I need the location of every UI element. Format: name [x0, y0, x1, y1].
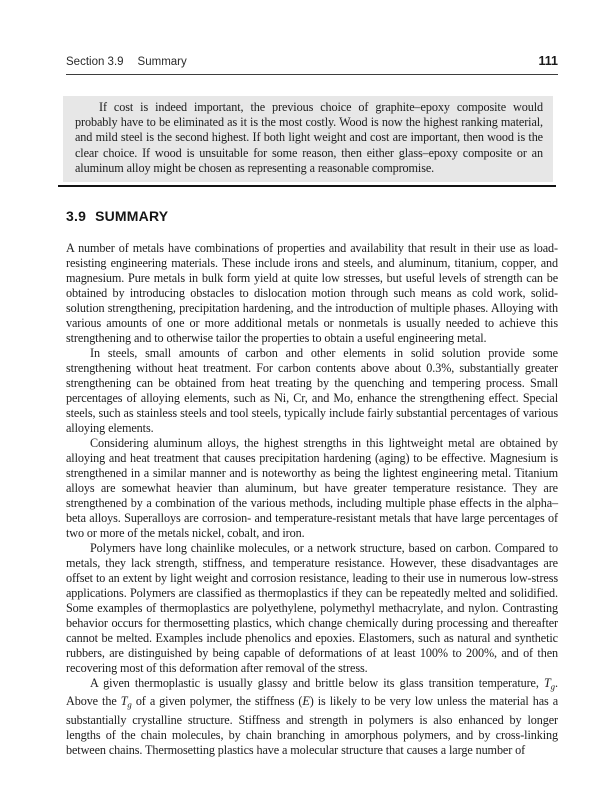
- italic-text: E: [302, 694, 310, 709]
- paragraph: [66, 241, 558, 346]
- section-heading: [66, 209, 558, 224]
- running-head: [66, 55, 558, 68]
- example-box: [63, 96, 553, 182]
- italic-text: T: [543, 676, 551, 691]
- document-page: [66, 0, 558, 758]
- paragraph: [66, 676, 558, 758]
- example-box-text: If cost is indeed important, the previous choice of graphite–epoxy composite would probably have to be eliminated as it is the most costly. Wood is now the highest ranking material, and mild steel is the second highest. If both light weight and cost are important, then wood is the clear choice. If wood is unsuitable for some reason, then either glass–epoxy composite or an aluminum alloy might be chosen as representing a reasonable compromise.: [75, 100, 543, 175]
- paragraph: [66, 346, 558, 436]
- text-segment: A number of metals have combinations of properties and availability that result in their use as load-resisting engineering materials. These include irons and steels, and aluminum, titanium, copper, and magnesium. Pure metals in bulk form yield at quite low stresses, but useful levels of strength can be obtained by introducing obstacles to dislocation motion through such means as cold work, solid-solution strengthening, precipitation hardening, and the introduction of multiple phases. Alloying with various amounts of one or more additional metals or nonmetals is usually needed to achieve this strengthening and to otherwise tailor the properties to obtain a useful engineering metal.: [66, 241, 558, 346]
- text-segment: Polymers have long chainlike molecules, or a network structure, based on carbon. Compared to metals, they lack strength, stiffness, and temperature resistance. However, these disadvantages are offset to an extent by light weight and corrosion resistance, leading to their use in numerous low-stress applications. Polymers are classified as thermoplastics if they can be repeatedly melted and solidified. Some examples of thermoplastics are polyethylene, polymethyl methacrylate, and nylon. Contrasting behavior occurs for thermosetting plastics, which change chemically during processing and thereafter cannot be melted. Examples include phenolics and epoxies. Elastomers, such as natural and synthetic rubbers, are distinguished by being capable of deformations of at least 100% to 200%, and of then recovering most of this deformation after removal of the stress.: [66, 541, 558, 676]
- paragraph: [66, 436, 558, 541]
- text-segment: A given thermoplastic is usually glassy and brittle below its glass transition temperature,: [90, 676, 544, 691]
- section-heading-number: 3.9: [66, 208, 87, 225]
- running-head-section-title: Summary: [137, 56, 187, 68]
- body-text: [66, 241, 558, 758]
- subscript-text: g: [127, 699, 132, 710]
- header-rule: [66, 74, 558, 75]
- text-segment: In steels, small amounts of carbon and other elements in solid solution provide some strengthening without heat treatment. For carbon contents above about 0.3%, substantially greater strengthening can be obtained from heat treating by the quenching and tempering process. Small percentages of alloying elements, such as Ni, Cr, and Mo, enhance the strengthening effect. Special steels, such as stainless steels and tool steels, typically include fairly substantial percentages of various alloying elements.: [66, 346, 558, 436]
- text-segment: ) is likely to be very low unless the material has a substantially crystalline structure. Stiffness and strength in polymers is also enhanced by longer lengths of the chain molecules, by chain branching in amorphous polymers, and by cross-linking between chains. Thermosetting plastics have a molecular structure that causes a large number of: [66, 694, 559, 757]
- text-segment: Considering aluminum alloys, the highest strengths in this lightweight metal are obtained by alloying and heat treatment that causes precipitation hardening (aging) to be effective. Magnesium is strengthened in a similar manner and is noteworthy as being the lightest engineering metal. Titanium alloys are somewhat heavier than aluminum, but have greater temperature resistance. They are strengthened by a combination of the various methods, including multiple phase effects in the alpha–beta alloys. Superalloys are corrosion- and temperature-resistant metals that have large percentages of two or more of the metals nickel, cobalt, and iron.: [66, 436, 558, 541]
- paragraph: [66, 541, 558, 676]
- subscript-text: g: [550, 681, 556, 692]
- section-heading-title: SUMMARY: [95, 208, 169, 225]
- italic-text: T: [120, 694, 128, 709]
- running-head-section-label: Section 3.9: [66, 56, 124, 68]
- text-segment: of a given polymer, the stiffness (: [131, 694, 303, 709]
- text-segment: . Above the: [66, 676, 558, 709]
- example-end-rule: [58, 185, 556, 187]
- page-number: 111: [538, 54, 558, 68]
